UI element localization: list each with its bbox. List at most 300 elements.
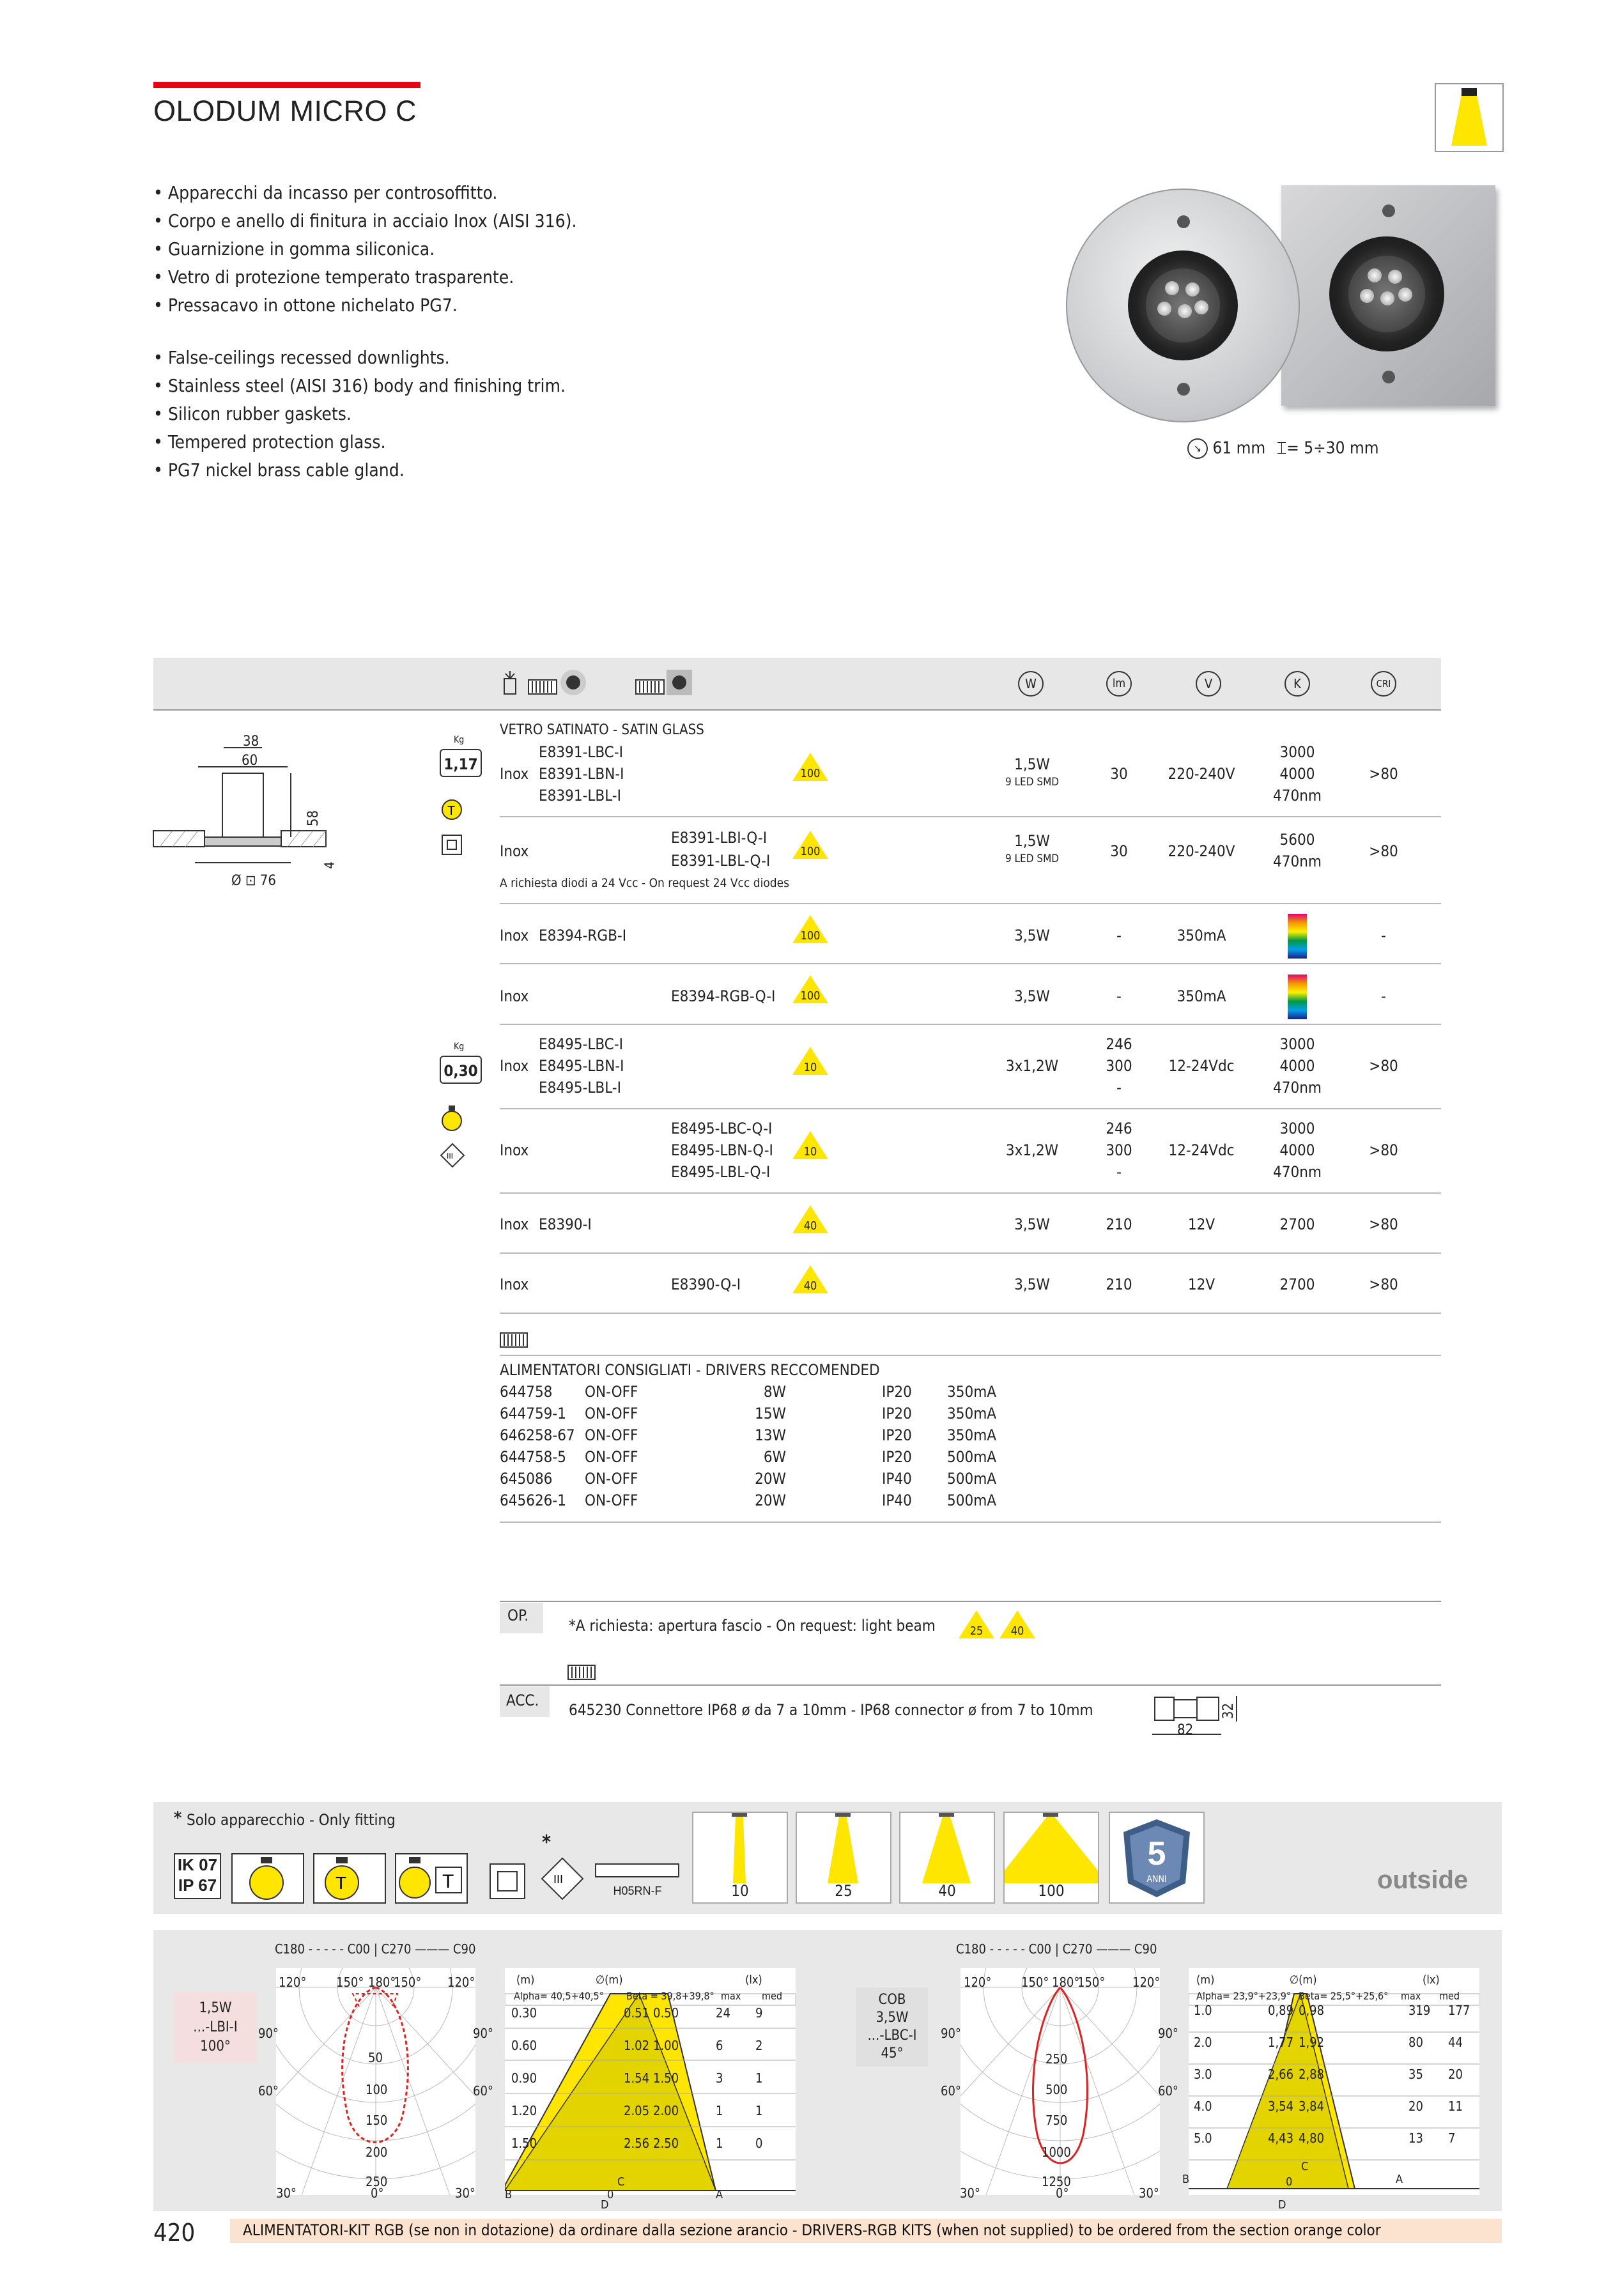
photometric-value: 0,89 bbox=[1268, 2003, 1294, 2018]
row-divider bbox=[500, 1024, 1441, 1025]
kelvin: 4000 bbox=[1279, 1057, 1315, 1075]
driver-spec: 15W bbox=[755, 1405, 786, 1422]
angle-label: 90° bbox=[1158, 2026, 1178, 2041]
warranty-unit: ANNI bbox=[1146, 1874, 1167, 1884]
product-photo-round bbox=[1066, 189, 1300, 422]
cri-icon: CRI bbox=[1371, 671, 1396, 697]
lumen: 246 bbox=[1106, 1120, 1132, 1137]
cri: - bbox=[1381, 987, 1386, 1005]
voltage: 12-24Vdc bbox=[1168, 1057, 1235, 1075]
driver-spec: IP20 bbox=[882, 1405, 912, 1422]
angle-label: 90° bbox=[941, 2026, 961, 2041]
material: Inox bbox=[500, 927, 529, 944]
lumen: 30 bbox=[1110, 765, 1128, 783]
photometric-value: 2,88 bbox=[1299, 2067, 1325, 2082]
kelvin: 2700 bbox=[1279, 1215, 1315, 1233]
col-lx: (lx) bbox=[745, 1973, 762, 1987]
photometric-value: 20 bbox=[1408, 2099, 1423, 2114]
col-med: med bbox=[1439, 1990, 1460, 2002]
op-label: OP. bbox=[500, 1603, 543, 1633]
beta-label: Beta = 39,8+39,8° bbox=[626, 1990, 714, 2002]
driver-spec: ON-OFF bbox=[585, 1448, 638, 1466]
photometric-value: 3,54 bbox=[1268, 2099, 1294, 2114]
point-b: B bbox=[1182, 2173, 1190, 2186]
lamp-ball-icon bbox=[441, 1106, 463, 1136]
photometric-value: 0.60 bbox=[511, 2038, 537, 2053]
table-header bbox=[153, 658, 1441, 709]
photometric-value: 0.30 bbox=[511, 2005, 537, 2021]
material: Inox bbox=[500, 1141, 529, 1159]
dim-4: 4 bbox=[321, 861, 337, 869]
photometric-value: 3.0 bbox=[1194, 2067, 1212, 2082]
material: Inox bbox=[500, 1215, 529, 1233]
col-m: (m) bbox=[1196, 1973, 1215, 1987]
acc-text: 645230 Connettore IP68 ø da 7 a 10mm - IP68 connector ø from 7 to 10mm bbox=[569, 1701, 1093, 1719]
beam-angle: 40 bbox=[803, 1219, 817, 1233]
col-diam: ∅(m) bbox=[1290, 1973, 1317, 1987]
kelvin: 2700 bbox=[1279, 1275, 1315, 1293]
kelvin: 470nm bbox=[1273, 1163, 1322, 1181]
product-code[interactable]: E8390-Q-I bbox=[671, 1275, 741, 1293]
weight-unit-2: Kg bbox=[454, 1042, 465, 1052]
col-max: max bbox=[721, 1990, 741, 2002]
photometric-value: 4,43 bbox=[1268, 2130, 1294, 2146]
photometric-value: 1.20 bbox=[511, 2103, 537, 2118]
alpha-label: Alpha= 40,5+40,5° bbox=[514, 1990, 604, 2002]
beam-40-box bbox=[899, 1812, 995, 1904]
angle-label: 150° bbox=[1021, 1975, 1049, 1990]
bullet: • False-ceilings recessed downlights. bbox=[153, 347, 450, 368]
angle-label: 0° bbox=[371, 2185, 384, 2201]
angle-label: 90° bbox=[473, 2026, 493, 2041]
svg-text:*: * bbox=[904, 1815, 913, 1837]
ik-rating: IK 07 bbox=[177, 1855, 218, 1874]
product-code[interactable]: E8394-RGB-Q-I bbox=[671, 987, 776, 1005]
bullet: • Stainless steel (AISI 316) body and finishing trim. bbox=[153, 375, 566, 396]
row-divider bbox=[500, 1252, 1441, 1254]
photometric-value: 2.56 bbox=[624, 2136, 650, 2151]
point-a: A bbox=[1396, 2173, 1403, 2186]
driver-spec: 13W bbox=[755, 1426, 786, 1444]
photometric-value: 2.05 bbox=[624, 2103, 650, 2118]
ceiling-thickness-icon: ⌶ bbox=[1276, 438, 1287, 458]
photometric-value: 319 bbox=[1408, 2003, 1431, 2018]
glass-label: VETRO SATINATO - SATIN GLASS bbox=[500, 722, 704, 738]
driver-spec: IP40 bbox=[882, 1491, 912, 1509]
photometric-value: 1 bbox=[716, 2103, 723, 2118]
fixture-code: ...-LBC-I bbox=[867, 2028, 917, 2044]
dim-60: 60 bbox=[242, 753, 258, 769]
driver-code[interactable]: 645626-1 bbox=[500, 1491, 566, 1509]
fixture-type: COB bbox=[878, 1992, 906, 2008]
ring-label: 1000 bbox=[1042, 2145, 1071, 2160]
driver-code[interactable]: 644758 bbox=[500, 1383, 553, 1401]
driver-spec: 20W bbox=[755, 1470, 786, 1488]
dim-82: 82 bbox=[1177, 1722, 1194, 1738]
warranty-badge bbox=[1109, 1812, 1205, 1904]
material: Inox bbox=[500, 987, 529, 1005]
kelvin-icon: K bbox=[1285, 671, 1310, 697]
hole-diameter: 61 mm bbox=[1212, 438, 1266, 458]
driver-spec: 350mA bbox=[947, 1405, 997, 1422]
point-a: A bbox=[716, 2188, 723, 2201]
photometric-value: 1.0 bbox=[1194, 2003, 1212, 2018]
svg-text:T: T bbox=[447, 804, 456, 818]
photometric-value: 44 bbox=[1448, 2035, 1463, 2050]
photometric-value: 20 bbox=[1448, 2067, 1463, 2082]
photometric-value: 0,98 bbox=[1299, 2003, 1325, 2018]
photometric-value: 35 bbox=[1408, 2067, 1423, 2082]
angle-label: 60° bbox=[1158, 2083, 1178, 2099]
lumen-icon: lm bbox=[1106, 671, 1132, 697]
watt-icon: W bbox=[1018, 671, 1044, 697]
point-d: D bbox=[601, 2198, 609, 2212]
driver-spec: 500mA bbox=[947, 1491, 997, 1509]
dim-32: 32 bbox=[1221, 1702, 1237, 1720]
driver-code[interactable]: 644759-1 bbox=[500, 1405, 566, 1422]
right-fixture-label bbox=[856, 1987, 928, 2067]
photometric-value: 24 bbox=[716, 2005, 730, 2021]
angle-label: 150° bbox=[394, 1975, 422, 1990]
angle-label: 120° bbox=[279, 1975, 307, 1990]
photometric-value: 6 bbox=[716, 2038, 723, 2053]
lumen: 246 bbox=[1106, 1035, 1132, 1053]
row-divider bbox=[500, 1192, 1441, 1194]
left-cone-table bbox=[505, 1968, 796, 2195]
driver-spec: ON-OFF bbox=[585, 1405, 638, 1422]
angle-label: 30° bbox=[1139, 2185, 1159, 2201]
svg-text:III: III bbox=[447, 1152, 454, 1160]
photometric-value: 1.02 bbox=[624, 2038, 650, 2053]
product-code[interactable]: E8495-LBL-Q-I bbox=[671, 1163, 771, 1181]
angle-label: 120° bbox=[964, 1975, 992, 1990]
photometric-value: 2.00 bbox=[653, 2103, 679, 2118]
voltage: 220-240V bbox=[1168, 765, 1235, 783]
beam-angle: 100 bbox=[800, 989, 821, 1003]
lumen: 30 bbox=[1110, 842, 1128, 860]
current: 350mA bbox=[1177, 987, 1226, 1005]
photometric-value: 5.0 bbox=[1194, 2130, 1212, 2146]
voltage: 12-24Vdc bbox=[1168, 1141, 1235, 1159]
angle-label: 150° bbox=[336, 1975, 364, 1990]
driver-icon bbox=[500, 1332, 528, 1349]
fixture-angle: 45° bbox=[881, 2046, 904, 2061]
curve-legend: C180 - - - - - C00 | C270 ——— C90 bbox=[275, 1941, 476, 1957]
product-photo-square bbox=[1281, 185, 1495, 406]
product-code[interactable]: E8391-LBL-Q-I bbox=[671, 852, 771, 870]
bullet: • Guarnizione in gomma siliconica. bbox=[153, 238, 435, 259]
angle-label: 180° bbox=[368, 1975, 396, 1990]
bullet: • Pressacavo in ottone nichelato PG7. bbox=[153, 295, 458, 316]
angle-label: 150° bbox=[1077, 1975, 1106, 1990]
driver-spec: IP20 bbox=[882, 1383, 912, 1401]
power: 3,5W bbox=[1014, 927, 1050, 944]
svg-text:T: T bbox=[442, 1871, 454, 1892]
ip-rating: IP 67 bbox=[178, 1876, 217, 1895]
driver-spec: 500mA bbox=[947, 1448, 997, 1466]
angle-label: 60° bbox=[941, 2083, 961, 2099]
row-divider bbox=[500, 1355, 1441, 1356]
beta-label: Beta= 25,5°+25,6° bbox=[1299, 1990, 1389, 2002]
row-note: A richiesta diodi a 24 Vcc - On request 24 Vcc diodes bbox=[500, 876, 790, 890]
header-mounting-icons bbox=[502, 670, 744, 698]
kelvin: 3000 bbox=[1279, 743, 1315, 761]
kelvin: 3000 bbox=[1279, 1035, 1315, 1053]
photometric-value: 13 bbox=[1408, 2130, 1423, 2146]
angle-label: 30° bbox=[455, 2185, 475, 2201]
power: 3x1,2W bbox=[1005, 1141, 1059, 1159]
dim-76: Ø ⊡ 76 bbox=[231, 873, 276, 889]
beam-label: 10 bbox=[731, 1882, 749, 1900]
driver-spec: IP20 bbox=[882, 1448, 912, 1466]
right-cone-table bbox=[1189, 1968, 1479, 2195]
alpha-label: Alpha= 23,9°+23,9° bbox=[1196, 1990, 1292, 2002]
cri: >80 bbox=[1369, 1215, 1398, 1233]
photometric-value: 1.50 bbox=[511, 2136, 537, 2151]
ik-ip-rating bbox=[174, 1853, 221, 1899]
lumen: - bbox=[1116, 927, 1122, 944]
photometric-value: 80 bbox=[1408, 2035, 1423, 2050]
col-med: med bbox=[762, 1990, 783, 2002]
fixture-code: ...-LBI-I bbox=[193, 2019, 238, 2035]
point-d: D bbox=[1278, 2198, 1286, 2212]
driver-spec: ON-OFF bbox=[585, 1383, 638, 1401]
kelvin: 4000 bbox=[1279, 1141, 1315, 1159]
row-divider bbox=[500, 1108, 1441, 1109]
beam-angle: 25 bbox=[969, 1624, 984, 1638]
acc-rule bbox=[500, 1684, 1441, 1686]
point-c: C bbox=[617, 2175, 625, 2189]
driver-spec: ON-OFF bbox=[585, 1491, 638, 1509]
drivers-title: ALIMENTATORI CONSIGLIATI - DRIVERS RECCOMENDED bbox=[500, 1361, 880, 1379]
photometric-value: 0.50 bbox=[653, 2005, 679, 2021]
header-rule bbox=[153, 709, 1441, 711]
driver-spec: 350mA bbox=[947, 1426, 997, 1444]
fixture-angle: 100° bbox=[200, 2038, 231, 2054]
beam-25-box bbox=[796, 1812, 891, 1904]
brand-logo: outside bbox=[1377, 1866, 1469, 1894]
acc-label: ACC. bbox=[500, 1686, 550, 1717]
current: 350mA bbox=[1177, 927, 1226, 944]
ring-label: 750 bbox=[1045, 2113, 1068, 2128]
beam-10-box bbox=[692, 1812, 788, 1904]
angle-label: 30° bbox=[276, 2185, 297, 2201]
kelvin: 5600 bbox=[1279, 831, 1315, 849]
ring-label: 500 bbox=[1045, 2082, 1068, 2097]
driver-code[interactable]: 645086 bbox=[500, 1470, 553, 1488]
beam-angle: 100 bbox=[800, 929, 821, 943]
driver-spec: IP20 bbox=[882, 1426, 912, 1444]
op-rule bbox=[500, 1601, 1441, 1602]
lumen: 300 bbox=[1106, 1057, 1132, 1075]
driver-spec: 8W bbox=[763, 1383, 786, 1401]
product-code[interactable]: E8495-LBC-Q-I bbox=[671, 1120, 773, 1137]
fixture-power: 3,5W bbox=[876, 2010, 909, 2026]
photometric-value: 1 bbox=[755, 2103, 763, 2118]
product-code[interactable]: E8390-I bbox=[539, 1215, 592, 1233]
power: 3x1,2W bbox=[1005, 1057, 1059, 1075]
material: Inox bbox=[500, 842, 529, 860]
kelvin: 470nm bbox=[1273, 1079, 1322, 1097]
photometric-value: 1,77 bbox=[1268, 2035, 1294, 2050]
beam-angle: 100 bbox=[800, 767, 821, 780]
warranty-years: 5 bbox=[1147, 1835, 1166, 1872]
photometric-value: 2 bbox=[755, 2038, 763, 2053]
page-number: 420 bbox=[153, 2219, 196, 2247]
bullet: • Silicon rubber gaskets. bbox=[153, 403, 351, 424]
photometric-value: 2,66 bbox=[1268, 2067, 1294, 2082]
lamp-ball-icon bbox=[231, 1853, 304, 1904]
driver-code[interactable]: 646258-67 bbox=[500, 1426, 575, 1444]
lumen: 300 bbox=[1106, 1141, 1132, 1159]
product-code[interactable]: E8391-LBI-Q-I bbox=[671, 829, 768, 847]
product-code[interactable]: E8391-LBC-I bbox=[539, 743, 624, 761]
row-divider bbox=[500, 903, 1441, 904]
driver-spec: ON-OFF bbox=[585, 1426, 638, 1444]
cri: >80 bbox=[1369, 1057, 1398, 1075]
left-fixture-label bbox=[174, 1992, 257, 2063]
photometric-value: 4,80 bbox=[1299, 2130, 1325, 2146]
product-code[interactable]: E8495-LBN-Q-I bbox=[671, 1141, 773, 1159]
beam-angle: 40 bbox=[803, 1279, 817, 1293]
power: 3,5W bbox=[1014, 987, 1050, 1005]
kelvin: 470nm bbox=[1273, 852, 1322, 870]
photometric-value: 1 bbox=[716, 2136, 723, 2151]
point-0: 0 bbox=[1286, 2175, 1293, 2189]
title-accent-bar bbox=[153, 82, 420, 88]
photometric-value: 0 bbox=[755, 2136, 763, 2151]
italian-features bbox=[153, 179, 576, 320]
cri: >80 bbox=[1369, 765, 1398, 783]
curve-legend: C180 - - - - - C00 | C270 ——— C90 bbox=[956, 1941, 1157, 1957]
t-ball-icon bbox=[395, 1853, 468, 1904]
cri: >80 bbox=[1369, 842, 1398, 860]
row-divider bbox=[500, 816, 1441, 817]
beam-angle: 40 bbox=[1010, 1624, 1024, 1638]
lumen: - bbox=[1116, 987, 1122, 1005]
cri: >80 bbox=[1369, 1141, 1398, 1159]
weight-unit: Kg bbox=[454, 735, 465, 745]
product-code[interactable]: E8495-LBN-I bbox=[539, 1057, 624, 1075]
photometric-value: 3 bbox=[716, 2070, 723, 2086]
driver-spec: 6W bbox=[763, 1448, 786, 1466]
col-diam: ∅(m) bbox=[596, 1973, 623, 1987]
photometric-value: 1.00 bbox=[653, 2038, 679, 2053]
material: Inox bbox=[500, 765, 529, 783]
cable-icon bbox=[594, 1856, 681, 1895]
angle-label: 30° bbox=[960, 2185, 980, 2201]
beam-label: 40 bbox=[938, 1882, 956, 1900]
driver-spec: 350mA bbox=[947, 1383, 997, 1401]
class-ii-icon bbox=[489, 1863, 527, 1904]
page-title: OLODUM MICRO C bbox=[153, 95, 417, 127]
svg-text:*: * bbox=[801, 1815, 809, 1837]
photometric-value: 1.50 bbox=[653, 2070, 679, 2086]
weight-badge: 1,17 bbox=[440, 749, 482, 777]
photometric-value: 1,92 bbox=[1299, 2035, 1325, 2050]
fitting-note: Solo apparecchio - Only fitting bbox=[187, 1811, 396, 1829]
asterisk: * bbox=[174, 1808, 182, 1828]
downlight-icon bbox=[1435, 83, 1504, 152]
voltage: 12V bbox=[1187, 1275, 1215, 1293]
product-code[interactable]: E8391-LBN-I bbox=[539, 765, 624, 783]
connector-icon bbox=[567, 1665, 596, 1681]
beam-label: 25 bbox=[835, 1882, 853, 1900]
col-m: (m) bbox=[516, 1973, 535, 1987]
power: 3,5W bbox=[1014, 1215, 1050, 1233]
hole-diameter-icon: ↘ bbox=[1187, 438, 1208, 459]
beam-angle: 10 bbox=[803, 1061, 817, 1074]
product-code[interactable]: E8391-LBL-I bbox=[539, 787, 621, 805]
bullet: • Corpo e anello di finitura in acciaio Inox (AISI 316). bbox=[153, 210, 577, 231]
kelvin: 4000 bbox=[1279, 765, 1315, 783]
bullet: • PG7 nickel brass cable gland. bbox=[153, 459, 405, 481]
row-divider bbox=[500, 963, 1441, 964]
lumen: 210 bbox=[1106, 1275, 1132, 1293]
power-sub: 9 LED SMD bbox=[1005, 852, 1060, 865]
beam-angle: 10 bbox=[803, 1145, 817, 1159]
asterisk: * bbox=[542, 1831, 552, 1854]
ring-label: 1250 bbox=[1042, 2174, 1071, 2189]
angle-label: 120° bbox=[1132, 1975, 1161, 1990]
product-code[interactable]: E8495-LBL-I bbox=[539, 1079, 621, 1097]
ring-label: 50 bbox=[368, 2050, 383, 2065]
photometric-value: 1.54 bbox=[624, 2070, 650, 2086]
power: 3,5W bbox=[1014, 1275, 1050, 1293]
photometric-value: 0.51 bbox=[624, 2005, 650, 2021]
angle-label: 90° bbox=[258, 2026, 279, 2041]
driver-code[interactable]: 644758-5 bbox=[500, 1448, 566, 1466]
class-ii-icon bbox=[441, 834, 463, 858]
photometric-value: 2.50 bbox=[653, 2136, 679, 2151]
weight-badge-2: 0,30 bbox=[440, 1056, 482, 1084]
point-c: C bbox=[1301, 2160, 1309, 2173]
photometric-value: 0.90 bbox=[511, 2070, 537, 2086]
ring-label: 150 bbox=[366, 2113, 388, 2128]
class-iii-icon bbox=[540, 1856, 585, 1904]
cri: - bbox=[1381, 927, 1386, 944]
row-divider bbox=[500, 1522, 1441, 1523]
product-code[interactable]: E8394-RGB-I bbox=[539, 927, 627, 944]
col-max: max bbox=[1401, 1990, 1421, 2002]
photometric-value: 177 bbox=[1448, 2003, 1470, 2018]
driver-spec: IP40 bbox=[882, 1470, 912, 1488]
lumen: - bbox=[1116, 1163, 1122, 1181]
point-0: 0 bbox=[607, 2188, 614, 2201]
rgb-color-bar bbox=[1288, 914, 1307, 959]
volt-icon: V bbox=[1196, 671, 1221, 697]
product-code[interactable]: E8495-LBC-I bbox=[539, 1035, 624, 1053]
kelvin: 470nm bbox=[1273, 787, 1322, 805]
col-lx: (lx) bbox=[1423, 1973, 1440, 1987]
class-iii-icon bbox=[440, 1143, 465, 1171]
svg-text:III: III bbox=[553, 1873, 564, 1886]
ring-label: 250 bbox=[1045, 2051, 1068, 2067]
rgb-color-bar bbox=[1288, 975, 1307, 1019]
fixture-power: 1,5W bbox=[199, 2000, 232, 2016]
temperature-icon bbox=[441, 799, 463, 823]
ring-label: 200 bbox=[366, 2145, 388, 2160]
bullet: • Tempered protection glass. bbox=[153, 431, 386, 452]
angle-label: 60° bbox=[258, 2083, 279, 2099]
ring-label: 250 bbox=[366, 2174, 388, 2189]
ceiling-thickness: = 5÷30 mm bbox=[1286, 438, 1379, 458]
photometric-value: 11 bbox=[1448, 2099, 1463, 2114]
driver-spec: 500mA bbox=[947, 1470, 997, 1488]
ring-label: 100 bbox=[366, 2082, 388, 2097]
dim-38: 38 bbox=[243, 734, 259, 750]
lumen: - bbox=[1116, 1079, 1122, 1097]
